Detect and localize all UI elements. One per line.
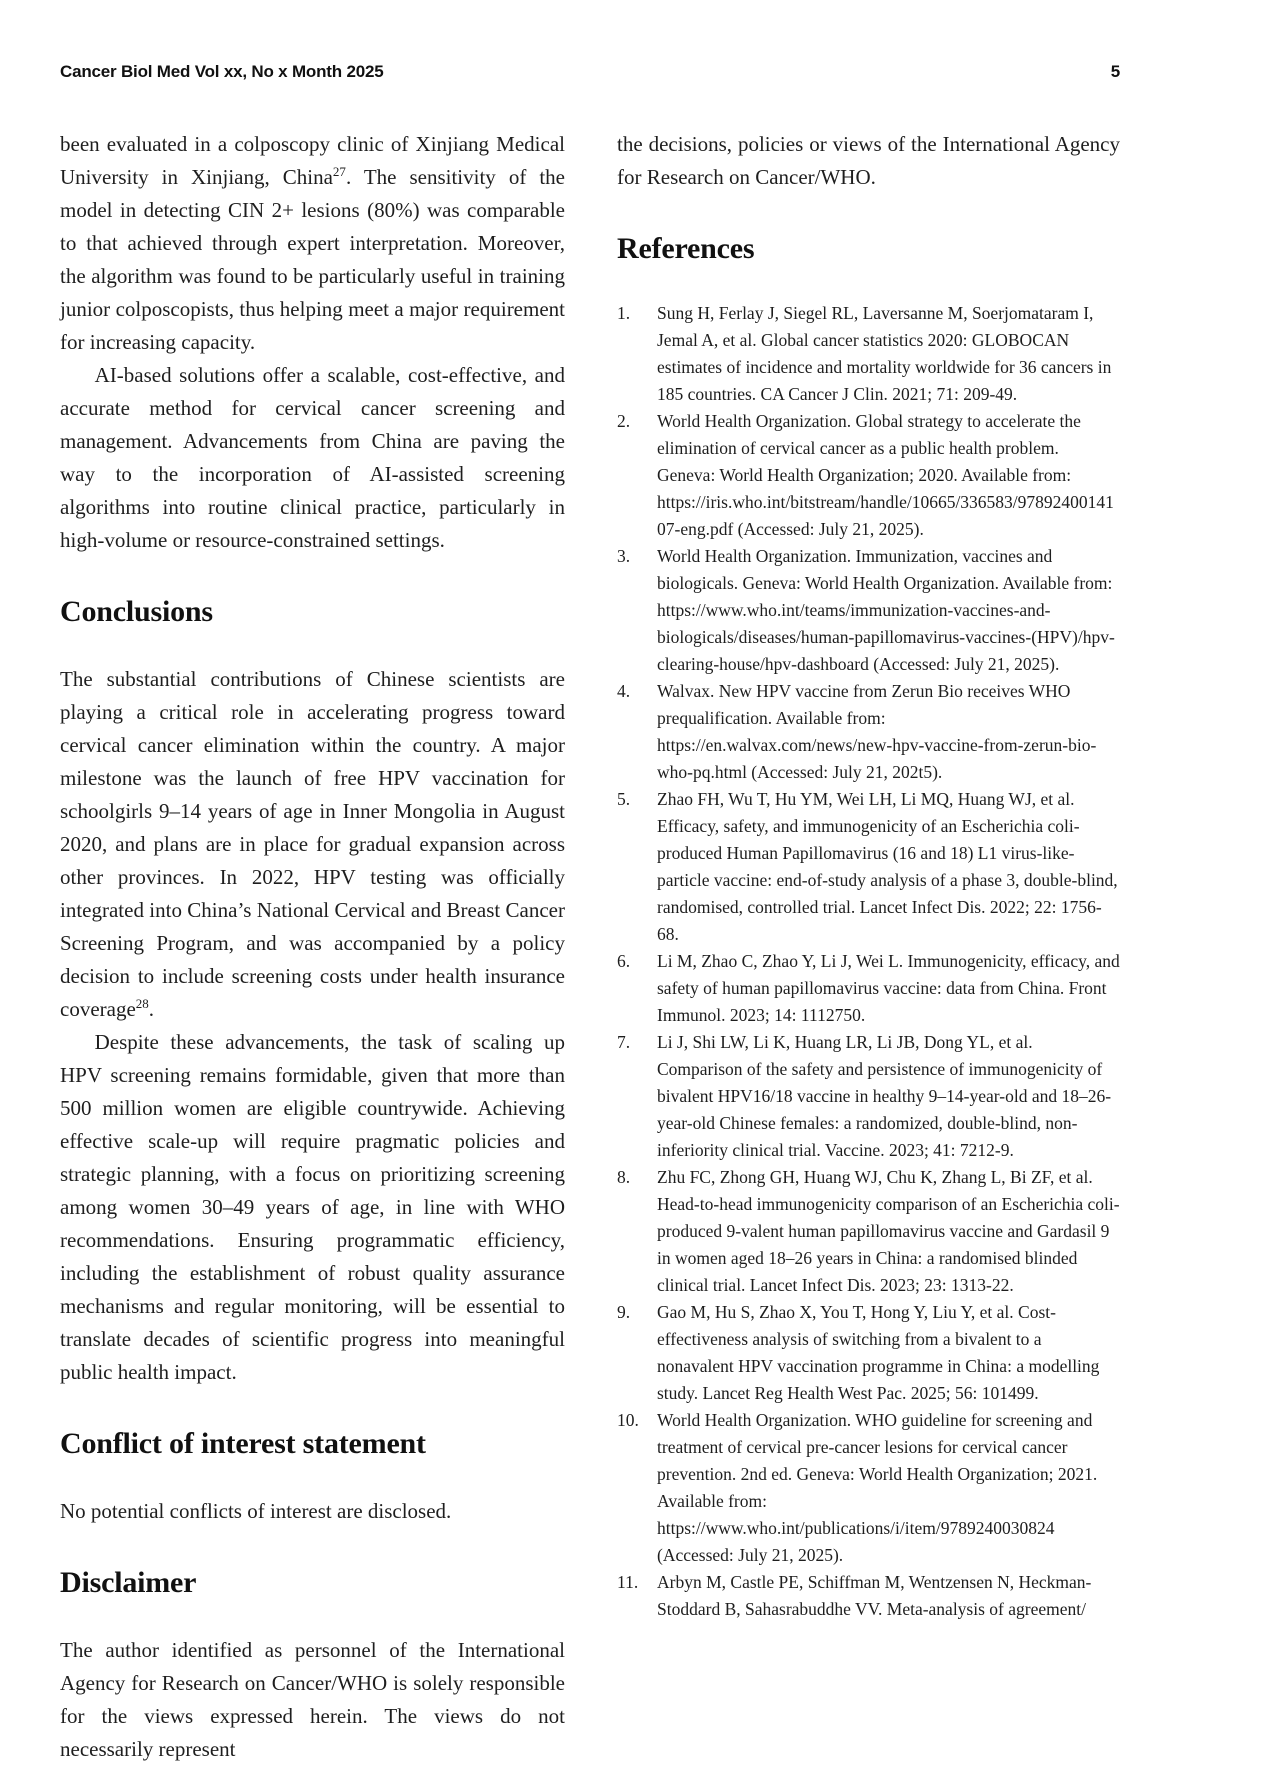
references-heading: References xyxy=(617,232,755,265)
reference-text: Zhao FH, Wu T, Hu YM, Wei LH, Li MQ, Huang WJ, et al. Efficacy, safety, and immunogenicity of an Escherichia coli-produced Human Papillomavirus (16 and 18) L1 virus-like-particle vaccine: end-of-study analysis of a phase 3, double-blind, randomised, controlled trial. Lancet Infect Dis. 2022; 22: 1756-68. xyxy=(657,789,1118,944)
reference-item xyxy=(617,786,1120,948)
left-column xyxy=(60,128,565,1766)
reference-item xyxy=(617,1029,1120,1164)
page-number: 5 xyxy=(1110,62,1120,81)
reference-item xyxy=(617,300,1120,408)
paragraph-conclusions-1 xyxy=(60,663,565,1026)
reference-item xyxy=(617,678,1120,786)
two-column-layout xyxy=(60,128,1120,1766)
conflict-of-interest-heading: Conflict of interest statement xyxy=(60,1427,426,1460)
reference-text: Zhu FC, Zhong GH, Huang WJ, Chu K, Zhang L, Bi ZF, et al. Head-to-head immunogenicity comparison of an Escherichia coli-produced 9-valent human papillomavirus vaccine and Gardasil 9 in women aged 18–26 years in China: a randomised blinded clinical trial. Lancet Infect Dis. 2023; 23: 1313-22. xyxy=(657,1167,1120,1295)
text-run: been evaluated in a colposcopy clinic of Xinjiang Medical University in Xinjiang, China xyxy=(60,132,565,189)
reference-item xyxy=(617,1569,1120,1623)
reference-number: 3. xyxy=(617,546,631,566)
paragraph-conclusions-2: Despite these advancements, the task of scaling up HPV screening remains formidable, given that more than 500 million women are eligible countrywide. Achieving effective scale-up will require pragmatic policies and strategic planning, with a focus on prioritizing screening among women 30–49 years of age, in line with WHO recommendations. Ensuring programmatic efficiency, including the establishment of robust quality assurance mechanisms and regular monitoring, will be essential to translate decades of scientific progress into meaningful public health impact. xyxy=(60,1030,565,1384)
reference-text: Walvax. New HPV vaccine from Zerun Bio receives WHO prequalification. Available from: https://en.walvax.com/news/new-hpv-vaccine-from-zerun-bio-who-pq.html (Accessed: July 21, 202t5). xyxy=(657,681,1097,782)
reference-text: World Health Organization. Immunization, vaccines and biologicals. Geneva: World Health Organization. Available from: https://www.who.int/teams/immunization-vaccines-and-biologicals/diseases/human-papillomavirus-vaccines-(HPV)/hpv-clearing-house/hpv-dashboard (Accessed: July 21, 2025). xyxy=(657,546,1115,674)
reference-list xyxy=(617,300,1120,1623)
reference-text: Li J, Shi LW, Li K, Huang LR, Li JB, Dong YL, et al. Comparison of the safety and persistence of immunogenicity of bivalent HPV16/18 vaccine in healthy 9–14-year-old and 18–26-year-old Chinese females: a randomized, double-blind, non-inferiority clinical trial. Vaccine. 2023; 41: 7212-9. xyxy=(657,1032,1112,1160)
reference-number: 6. xyxy=(617,951,631,971)
reference-item xyxy=(617,543,1120,678)
reference-number: 5. xyxy=(617,789,631,809)
reference-item xyxy=(617,1407,1120,1569)
reference-number: 8. xyxy=(617,1167,631,1187)
reference-item xyxy=(617,1164,1120,1299)
paragraph-conflict-statement: No potential conflicts of interest are disclosed. xyxy=(60,1499,452,1523)
reference-number: 7. xyxy=(617,1032,631,1052)
reference-text: Arbyn M, Castle PE, Schiffman M, Wentzensen N, Heckman-Stoddard B, Sahasrabuddhe VV. Meta-analysis of agreement/ xyxy=(657,1572,1092,1619)
page-header xyxy=(60,62,1120,82)
reference-number: 4. xyxy=(617,681,631,701)
paragraph-model-evaluation xyxy=(60,128,565,359)
reference-number: 10. xyxy=(617,1410,639,1430)
text-run: . The sensitivity of the model in detecting CIN 2+ lesions (80%) was comparable to that achieved through expert interpretation. Moreover, the algorithm was found to be particularly useful in training junior colposcopists, thus helping meet a major requirement for increasing capacity. xyxy=(60,165,565,354)
reference-text: Sung H, Ferlay J, Siegel RL, Laversanne M, Soerjomataram I, Jemal A, et al. Global cancer statistics 2020: GLOBOCAN estimates of incidence and mortality worldwide for 36 cancers in 185 countries. CA Cancer J Clin. 2021; 71: 209-49. xyxy=(657,303,1112,404)
reference-item xyxy=(617,408,1120,543)
citation-superscript: 28 xyxy=(135,996,149,1011)
reference-number: 2. xyxy=(617,411,631,431)
reference-text: Gao M, Hu S, Zhao X, You T, Hong Y, Liu Y, et al. Cost-effectiveness analysis of switching from a bivalent to a nonavalent HPV vaccination programme in China: a modelling study. Lancet Reg Health West Pac. 2025; 56: 101499. xyxy=(657,1302,1100,1403)
conclusions-heading: Conclusions xyxy=(60,595,213,628)
reference-item xyxy=(617,1299,1120,1407)
reference-number: 1. xyxy=(617,303,631,323)
reference-text: Li M, Zhao C, Zhao Y, Li J, Wei L. Immunogenicity, efficacy, and safety of human papillomavirus vaccine: data from China. Front Immunol. 2023; 14: 1112750. xyxy=(657,951,1120,1025)
reference-text: World Health Organization. Global strategy to accelerate the elimination of cervical cancer as a public health problem. Geneva: World Health Organization; 2020. Available from: https://iris.who.int/bitstream/handle/10665/336583/9789240014107-eng.pdf (Accessed: July 21, 2025). xyxy=(657,411,1114,539)
paragraph-disclaimer-continued: the decisions, policies or views of the International Agency for Research on Cancer/WHO. xyxy=(617,132,1120,189)
right-column xyxy=(617,128,1120,1766)
reference-text: World Health Organization. WHO guideline for screening and treatment of cervical pre-cancer lesions for cervical cancer prevention. 2nd ed. Geneva: World Health Organization; 2021. Available from: https://www.who.int/publications/i/item/9789240030824 (Accessed: July 21, 2025). xyxy=(657,1410,1098,1565)
text-run: The substantial contributions of Chinese scientists are playing a critical role in accelerating progress toward cervical cancer elimination within the country. A major milestone was the launch of free HPV vaccination for schoolgirls 9–14 years of age in Inner Mongolia in August 2020, and plans are in place for gradual expansion across other provinces. In 2022, HPV testing was officially integrated into China’s National Cervical and Breast Cancer Screening Program, and was accompanied by a policy decision to include screening costs under health insurance coverage xyxy=(60,667,565,1021)
disclaimer-heading: Disclaimer xyxy=(60,1566,197,1599)
citation-superscript: 27 xyxy=(332,164,346,179)
text-run: . xyxy=(148,997,155,1021)
reference-item xyxy=(617,948,1120,1029)
journal-citation-line: Cancer Biol Med Vol xx, No x Month 2025 xyxy=(60,62,384,81)
paragraph-disclaimer: The author identified as personnel of the International Agency for Research on Cancer/WHO is solely responsible for the views expressed herein. The views do not necessarily represent xyxy=(60,1638,565,1761)
reference-number: 11. xyxy=(617,1572,639,1592)
reference-number: 9. xyxy=(617,1302,631,1322)
paragraph-ai-solutions: AI-based solutions offer a scalable, cost-effective, and accurate method for cervical cancer screening and management. Advancements from China are paving the way to the incorporation of AI-assisted screening algorithms into routine clinical practice, particularly in high-volume or resource-constrained settings. xyxy=(60,363,565,552)
